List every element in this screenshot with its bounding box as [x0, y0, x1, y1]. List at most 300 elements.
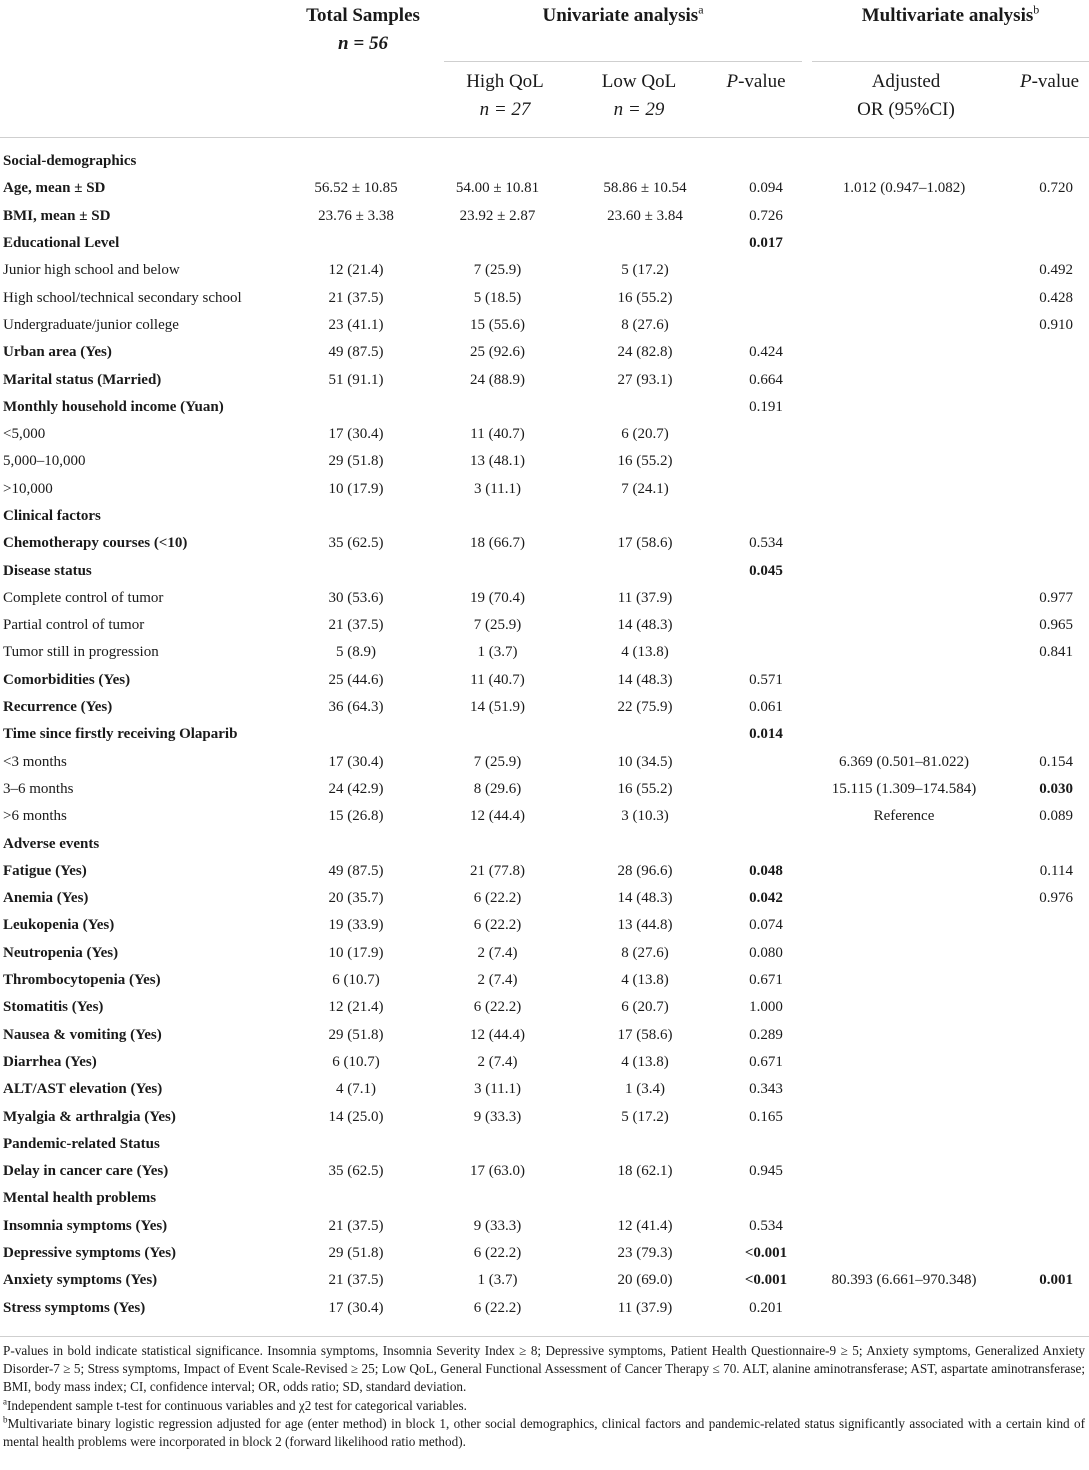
cell-adjusted-or [810, 394, 998, 421]
table-header [0, 0, 1089, 140]
table-row [0, 257, 1089, 284]
cell-high-qol: 12 (44.4) [470, 1026, 525, 1043]
cell-multivariate-p [998, 940, 1089, 967]
cell-univariate-p: 0.726 [749, 207, 783, 224]
cell-total: 29 (51.8) [328, 1026, 384, 1043]
table-row [0, 858, 1089, 885]
row-label: Pandemic-related Status [3, 1135, 160, 1152]
cell-univariate-p: <0.001 [744, 1272, 788, 1289]
cell-multivariate-p [998, 557, 1089, 584]
row-label: Disease status [3, 562, 92, 579]
cell-univariate-p [722, 503, 810, 530]
header-low [578, 68, 700, 124]
cell-high-qol: 25 (92.6) [470, 344, 525, 361]
cell-total: 20 (35.7) [328, 890, 384, 907]
cell-adjusted-or [810, 312, 998, 339]
cell-high-qol: 14 (51.9) [470, 699, 525, 716]
cell-total [285, 1131, 427, 1158]
table-row [0, 1267, 1089, 1294]
cell-adjusted-or [810, 1049, 998, 1076]
cell-low-qol: 8 (27.6) [621, 316, 669, 333]
cell-high-qol [427, 503, 568, 530]
cell-multivariate-p: 0.720 [1039, 180, 1073, 197]
row-label: Junior high school and below [3, 262, 180, 279]
cell-multivariate-p: 0.001 [1039, 1272, 1073, 1289]
cell-multivariate-p [998, 694, 1089, 721]
univariate-rule [444, 61, 802, 62]
cell-univariate-p [722, 1185, 810, 1212]
cell-multivariate-p [998, 1240, 1089, 1267]
cell-multivariate-p [998, 967, 1089, 994]
cell-high-qol [427, 1131, 568, 1158]
cell-univariate-p [722, 612, 810, 639]
cell-high-qol: 9 (33.3) [473, 1108, 522, 1125]
cell-total: 23 (41.1) [328, 316, 384, 333]
header-univariate-title: Univariate analysis [542, 5, 699, 26]
cell-multivariate-p [998, 530, 1089, 557]
cell-multivariate-p: 0.841 [1039, 644, 1073, 661]
table-row [0, 1213, 1089, 1240]
cell-high-qol: 1 (3.7) [477, 644, 518, 661]
cell-adjusted-or [810, 530, 998, 557]
table-row [0, 284, 1089, 311]
cell-multivariate-p [998, 1131, 1089, 1158]
cell-high-qol [427, 721, 568, 748]
cell-high-qol: 7 (25.9) [473, 262, 522, 279]
cell-high-qol: 11 (40.7) [470, 671, 525, 688]
header-univariate-sup: a [698, 2, 704, 17]
header-high-n: n = 27 [479, 99, 531, 120]
cell-univariate-p: 0.191 [749, 398, 783, 415]
cell-low-qol: 6 (20.7) [621, 999, 669, 1016]
cell-multivariate-p: 0.428 [1039, 289, 1073, 306]
cell-univariate-p: 0.061 [749, 699, 783, 716]
row-label: 3–6 months [3, 780, 74, 797]
cell-univariate-p [722, 639, 810, 666]
cell-total: 10 (17.9) [328, 480, 384, 497]
table-row [0, 803, 1089, 830]
cell-total: 15 (26.8) [328, 808, 384, 825]
row-label: Age, mean ± SD [3, 180, 106, 197]
cell-total: 6 (10.7) [332, 972, 380, 989]
cell-high-qol: 54.00 ± 10.81 [455, 180, 540, 197]
row-label: Delay in cancer care (Yes) [3, 1163, 169, 1180]
cell-high-qol: 1 (3.7) [477, 1272, 518, 1289]
cell-multivariate-p [998, 230, 1089, 257]
cell-univariate-p: 0.074 [749, 917, 783, 934]
cell-univariate-p [722, 803, 810, 830]
table-row [0, 940, 1089, 967]
cell-total: 49 (87.5) [328, 862, 384, 879]
cell-univariate-p [722, 585, 810, 612]
row-label: Comorbidities (Yes) [3, 671, 131, 688]
row-label: Chemotherapy courses (<10) [3, 535, 188, 552]
cell-univariate-p: 0.664 [749, 371, 783, 388]
cell-high-qol: 21 (77.8) [470, 862, 525, 879]
row-label: Partial control of tumor [3, 617, 145, 634]
cell-univariate-p: 0.571 [749, 671, 783, 688]
header-low-n: n = 29 [613, 99, 665, 120]
row-label: Undergraduate/junior college [3, 316, 179, 333]
row-label: Complete control of tumor [3, 589, 164, 606]
header-multivariate [812, 2, 1089, 30]
cell-high-qol: 6 (22.2) [473, 917, 522, 934]
cell-univariate-p [722, 476, 810, 503]
cell-univariate-p: 0.080 [749, 944, 783, 961]
table-row [0, 148, 1089, 175]
cell-high-qol: 15 (55.6) [470, 316, 525, 333]
multivariate-rule [812, 61, 1089, 62]
cell-high-qol: 17 (63.0) [470, 1163, 525, 1180]
cell-univariate-p [722, 284, 810, 311]
cell-high-qol: 18 (66.7) [470, 535, 525, 552]
cell-adjusted-or [810, 721, 998, 748]
cell-high-qol: 24 (88.9) [470, 371, 525, 388]
cell-high-qol: 7 (25.9) [473, 753, 522, 770]
header-adjusted-line1: Adjusted [871, 71, 941, 92]
cell-low-qol: 16 (55.2) [617, 453, 673, 470]
row-label: Mental health problems [3, 1190, 157, 1207]
table-row [0, 967, 1089, 994]
cell-low-qol: 11 (37.9) [617, 589, 673, 606]
cell-low-qol [568, 557, 722, 584]
cell-univariate-p [722, 1131, 810, 1158]
cell-low-qol [568, 1131, 722, 1158]
cell-univariate-p: 0.289 [749, 1026, 783, 1043]
table-row [0, 1131, 1089, 1158]
cell-low-qol: 7 (24.1) [621, 480, 669, 497]
cell-univariate-p: 0.017 [749, 235, 783, 252]
row-label: Myalgia & arthralgia (Yes) [3, 1108, 176, 1125]
cell-high-qol: 23.92 ± 2.87 [459, 207, 536, 224]
cell-low-qol: 24 (82.8) [617, 344, 673, 361]
cell-total: 29 (51.8) [328, 453, 384, 470]
row-label: BMI, mean ± SD [3, 207, 111, 224]
row-label: <5,000 [3, 426, 46, 443]
cell-adjusted-or [810, 1185, 998, 1212]
table-body [0, 148, 1089, 1322]
cell-low-qol: 11 (37.9) [617, 1299, 673, 1316]
table-row [0, 476, 1089, 503]
row-label: Depressive symptoms (Yes) [3, 1245, 177, 1262]
cell-total [285, 230, 427, 257]
row-label: Monthly household income (Yuan) [3, 398, 224, 415]
header-bottom-rule [0, 137, 1089, 138]
table-row [0, 776, 1089, 803]
row-label: <3 months [3, 753, 67, 770]
cell-univariate-p: <0.001 [744, 1245, 788, 1262]
cell-adjusted-or [810, 284, 998, 311]
cell-total: 21 (37.5) [328, 1217, 384, 1234]
cell-adjusted-or [810, 639, 998, 666]
table-row [0, 421, 1089, 448]
cell-multivariate-p [998, 1049, 1089, 1076]
cell-adjusted-or [810, 585, 998, 612]
cell-multivariate-p: 0.977 [1039, 589, 1073, 606]
cell-multivariate-p [998, 476, 1089, 503]
cell-adjusted-or [810, 366, 998, 393]
cell-high-qol: 6 (22.2) [473, 999, 522, 1016]
cell-adjusted-or [810, 967, 998, 994]
cell-total: 23.76 ± 3.38 [318, 207, 394, 224]
footnotes [3, 1342, 1085, 1451]
cell-multivariate-p: 0.030 [1039, 780, 1073, 797]
row-label: Insomnia symptoms (Yes) [3, 1217, 168, 1234]
cell-total: 5 (8.9) [336, 644, 376, 661]
cell-adjusted-or [810, 940, 998, 967]
cell-high-qol: 13 (48.1) [470, 453, 525, 470]
cell-high-qol: 6 (22.2) [473, 1245, 522, 1262]
footnote-b: $^b$Multivariate binary logistic regression adjusted for age (enter method) in block 1, other social demographics, clinical factors and pandemic-related status significantly associated with a certain kind of mental health problems were incorporated in block 2 (forward likelihood ratio method). [3, 1414, 1085, 1450]
table-row [0, 912, 1089, 939]
cell-total: 10 (17.9) [328, 944, 384, 961]
cell-high-qol: 9 (33.3) [473, 1217, 522, 1234]
cell-total [285, 148, 427, 175]
cell-univariate-p: 0.165 [749, 1108, 783, 1125]
row-label: Leukopenia (Yes) [3, 917, 115, 934]
cell-multivariate-p [998, 1185, 1089, 1212]
cell-multivariate-p [998, 1103, 1089, 1130]
row-label: Anxiety symptoms (Yes) [3, 1272, 158, 1289]
cell-total [285, 557, 427, 584]
row-label: Time since firstly receiving Olaparib [3, 726, 238, 743]
row-label: Social-demographics [3, 153, 137, 170]
cell-adjusted-or: 80.393 (6.661–970.348) [831, 1272, 977, 1289]
table-row [0, 885, 1089, 912]
row-label: ALT/AST elevation (Yes) [3, 1081, 163, 1098]
cell-univariate-p: 0.048 [749, 862, 783, 879]
cell-low-qol [568, 830, 722, 857]
row-label: Diarrhea (Yes) [3, 1053, 97, 1070]
cell-univariate-p: 0.671 [749, 1053, 783, 1070]
table-row [0, 639, 1089, 666]
row-label: Stress symptoms (Yes) [3, 1299, 146, 1316]
cell-high-qol [427, 230, 568, 257]
table-row [0, 994, 1089, 1021]
cell-high-qol: 19 (70.4) [470, 589, 525, 606]
cell-multivariate-p [998, 366, 1089, 393]
cell-total: 29 (51.8) [328, 1245, 384, 1262]
row-label: Stomatitis (Yes) [3, 999, 104, 1016]
cell-adjusted-or [810, 448, 998, 475]
cell-high-qol [427, 557, 568, 584]
cell-multivariate-p: 0.965 [1039, 617, 1073, 634]
cell-high-qol [427, 148, 568, 175]
row-label: Recurrence (Yes) [3, 699, 113, 716]
row-label: Urban area (Yes) [3, 344, 112, 361]
cell-univariate-p: 0.671 [749, 972, 783, 989]
cell-multivariate-p [998, 912, 1089, 939]
row-label: Nausea & vomiting (Yes) [3, 1026, 162, 1043]
cell-adjusted-or [810, 257, 998, 284]
cell-adjusted-or: Reference [873, 808, 935, 825]
cell-low-qol: 13 (44.8) [617, 917, 673, 934]
table-row [0, 230, 1089, 257]
cell-total: 36 (64.3) [328, 699, 384, 716]
cell-low-qol: 4 (13.8) [621, 644, 669, 661]
header-pvalue-multi: P-value [1019, 71, 1080, 92]
cell-univariate-p: 0.424 [749, 344, 783, 361]
cell-high-qol: 11 (40.7) [470, 426, 525, 443]
cell-low-qol: 1 (3.4) [625, 1081, 665, 1098]
cell-low-qol: 10 (34.5) [617, 753, 673, 770]
cell-low-qol: 16 (55.2) [617, 289, 673, 306]
cell-adjusted-or [810, 1022, 998, 1049]
cell-high-qol: 7 (25.9) [473, 617, 522, 634]
header-total [252, 2, 474, 58]
cell-low-qol: 14 (48.3) [617, 617, 673, 634]
cell-high-qol: 12 (44.4) [470, 808, 525, 825]
table-row [0, 612, 1089, 639]
table-row [0, 312, 1089, 339]
cell-adjusted-or [810, 1076, 998, 1103]
cell-univariate-p: 0.534 [749, 1217, 783, 1234]
table-row [0, 448, 1089, 475]
cell-low-qol: 5 (17.2) [621, 262, 669, 279]
cell-adjusted-or [810, 885, 998, 912]
cell-multivariate-p [998, 994, 1089, 1021]
cell-high-qol: 5 (18.5) [473, 289, 522, 306]
data-table [0, 148, 1089, 1322]
table-bottom-rule [0, 1336, 1089, 1337]
cell-multivariate-p [998, 503, 1089, 530]
cell-adjusted-or [810, 694, 998, 721]
cell-low-qol: 3 (10.3) [621, 808, 669, 825]
cell-adjusted-or [810, 830, 998, 857]
table-row [0, 1103, 1089, 1130]
cell-univariate-p: 0.945 [749, 1163, 783, 1180]
cell-total [285, 1185, 427, 1212]
table-row [0, 1049, 1089, 1076]
cell-total: 21 (37.5) [328, 1272, 384, 1289]
cell-adjusted-or [810, 1240, 998, 1267]
cell-low-qol [568, 721, 722, 748]
cell-univariate-p [722, 749, 810, 776]
cell-adjusted-or [810, 230, 998, 257]
cell-low-qol: 58.86 ± 10.54 [603, 180, 687, 197]
cell-total: 21 (37.5) [328, 617, 384, 634]
row-label: Educational Level [3, 235, 120, 252]
cell-low-qol: 22 (75.9) [617, 699, 673, 716]
cell-low-qol: 5 (17.2) [621, 1108, 669, 1125]
cell-total: 30 (53.6) [328, 589, 384, 606]
cell-low-qol: 12 (41.4) [617, 1217, 673, 1234]
row-label: High school/technical secondary school [3, 289, 242, 306]
table-row [0, 557, 1089, 584]
header-total-n: n = 56 [338, 33, 388, 54]
header-total-title: Total Samples [306, 5, 420, 26]
header-multivariate-title: Multivariate analysis [861, 5, 1034, 26]
row-label: Thrombocytopenia (Yes) [3, 972, 161, 989]
cell-univariate-p [722, 257, 810, 284]
cell-high-qol: 6 (22.2) [473, 890, 522, 907]
cell-adjusted-or [810, 1103, 998, 1130]
cell-adjusted-or [810, 557, 998, 584]
cell-multivariate-p [998, 1158, 1089, 1185]
cell-total: 17 (30.4) [328, 426, 384, 443]
cell-multivariate-p [998, 203, 1089, 230]
cell-adjusted-or [810, 203, 998, 230]
cell-adjusted-or [810, 148, 998, 175]
table-row [0, 175, 1089, 202]
cell-multivariate-p: 0.976 [1039, 890, 1073, 907]
cell-total: 51 (91.1) [328, 371, 384, 388]
cell-total: 35 (62.5) [328, 535, 384, 552]
row-label: Clinical factors [3, 508, 101, 524]
header-univariate [444, 2, 802, 30]
row-label: Fatigue (Yes) [3, 862, 87, 879]
table-row [0, 339, 1089, 366]
cell-multivariate-p [998, 339, 1089, 366]
cell-univariate-p [722, 312, 810, 339]
cell-low-qol: 14 (48.3) [617, 890, 673, 907]
cell-low-qol [568, 1185, 722, 1212]
cell-multivariate-p: 0.492 [1039, 262, 1073, 279]
cell-total: 19 (33.9) [328, 917, 384, 934]
cell-multivariate-p: 0.089 [1039, 808, 1073, 825]
cell-adjusted-or: 6.369 (0.501–81.022) [839, 753, 969, 770]
cell-adjusted-or [810, 476, 998, 503]
row-label: >10,000 [3, 480, 53, 497]
cell-low-qol [568, 230, 722, 257]
cell-total: 4 (7.1) [336, 1081, 376, 1098]
cell-high-qol [427, 830, 568, 857]
cell-univariate-p: 0.042 [749, 890, 783, 907]
table-row [0, 721, 1089, 748]
cell-total: 14 (25.0) [328, 1108, 384, 1125]
cell-low-qol: 14 (48.3) [617, 671, 673, 688]
cell-low-qol: 17 (58.6) [617, 1026, 673, 1043]
header-high-title: High QoL [466, 71, 544, 92]
header-pvalue-uni: P-value [726, 71, 786, 92]
table-row [0, 1076, 1089, 1103]
cell-total: 17 (30.4) [328, 1299, 384, 1316]
row-label: Marital status (Married) [3, 371, 162, 388]
cell-high-qol: 8 (29.6) [473, 780, 522, 797]
cell-high-qol: 3 (11.1) [474, 480, 521, 497]
cell-multivariate-p [998, 1076, 1089, 1103]
cell-univariate-p [722, 776, 810, 803]
cell-low-qol: 23 (79.3) [617, 1245, 673, 1262]
cell-adjusted-or [810, 858, 998, 885]
cell-low-qol: 6 (20.7) [621, 426, 669, 443]
cell-total: 17 (30.4) [328, 753, 384, 770]
cell-total: 35 (62.5) [328, 1163, 384, 1180]
cell-univariate-p [722, 421, 810, 448]
footnote-main: P-values in bold indicate statistical significance. Insomnia symptoms, Insomnia Severity Index ≥ 8; Depressive symptoms, Patient Health Questionnaire-9 ≥ 5; Anxiety symptoms, Generalized Anxiety Disorder-7 ≥ 5; Stress symptoms, Impact of Event Scale-Revised ≥ 25; Low QoL, General Functional Assessment of Cancer Therapy ≤ 70. ALT, alanine aminotransferase; AST, aspartate aminotransferase; BMI, body mass index; CI, confidence interval; OR, odds ratio; SD, standard deviation. [3, 1343, 1085, 1395]
cell-adjusted-or [810, 612, 998, 639]
row-label: >6 months [3, 808, 67, 825]
table-row [0, 203, 1089, 230]
cell-low-qol [568, 394, 722, 421]
cell-low-qol: 28 (96.6) [617, 862, 673, 879]
cell-adjusted-or [810, 503, 998, 530]
cell-univariate-p [722, 830, 810, 857]
cell-low-qol: 18 (62.1) [617, 1163, 673, 1180]
cell-univariate-p [722, 448, 810, 475]
table-row [0, 1240, 1089, 1267]
table-row [0, 1022, 1089, 1049]
cell-multivariate-p [998, 1213, 1089, 1240]
cell-multivariate-p [998, 421, 1089, 448]
cell-adjusted-or: 15.115 (1.309–174.584) [831, 780, 977, 797]
cell-high-qol [427, 1185, 568, 1212]
cell-univariate-p: 1.000 [749, 999, 783, 1016]
cell-low-qol: 23.60 ± 3.84 [607, 207, 683, 224]
header-adjusted-or [812, 68, 1000, 124]
table-row [0, 394, 1089, 421]
table-row [0, 694, 1089, 721]
